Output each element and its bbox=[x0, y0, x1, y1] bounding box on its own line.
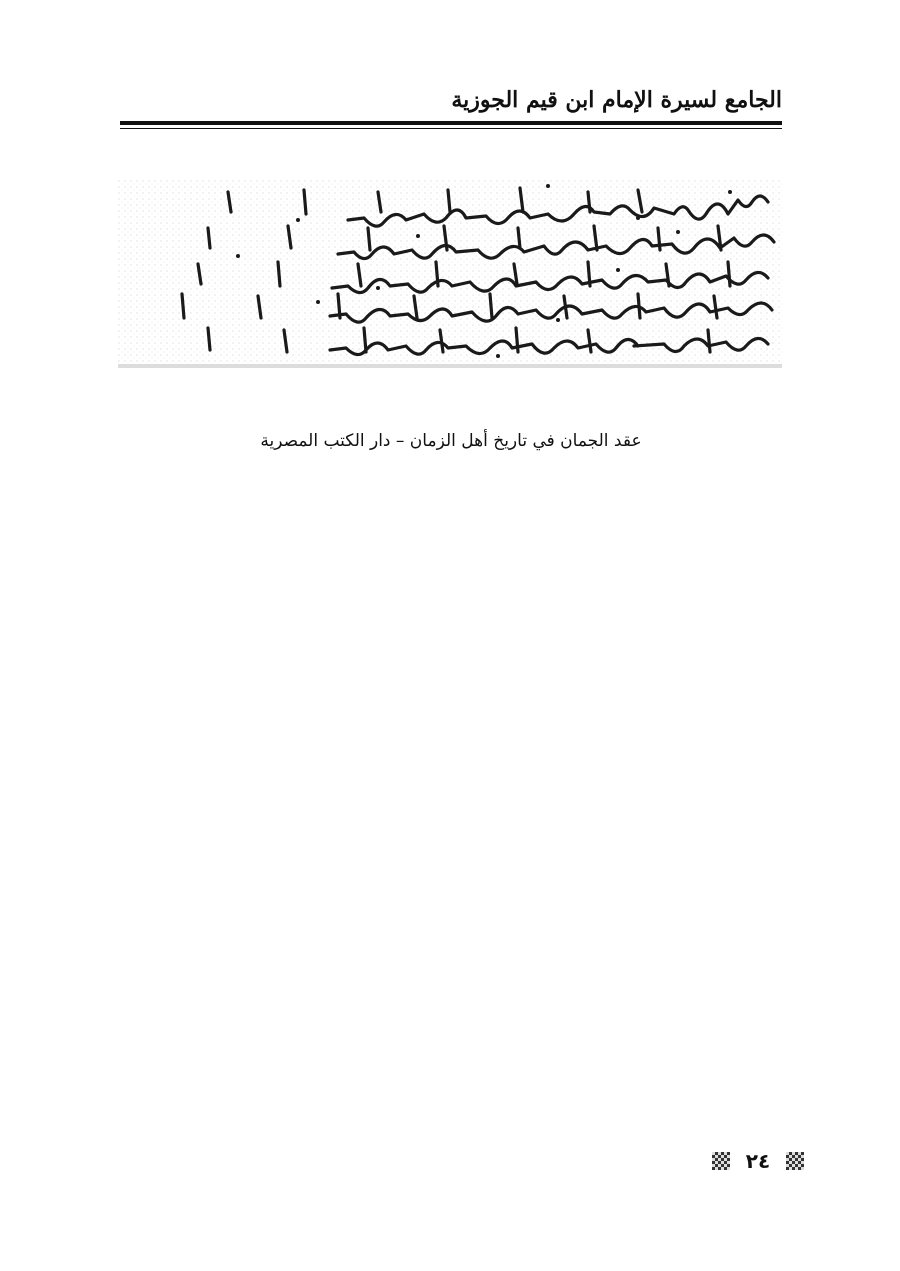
header-rule-thick bbox=[120, 121, 782, 125]
page-number: ٢٤ bbox=[745, 1149, 771, 1173]
header-rule-thin bbox=[120, 128, 782, 129]
ornament-left-icon bbox=[712, 1152, 730, 1170]
page-footer bbox=[712, 1148, 804, 1174]
ornament-right-icon bbox=[786, 1152, 804, 1170]
manuscript-image bbox=[118, 180, 782, 368]
running-head bbox=[120, 86, 782, 122]
figure-caption: عقد الجمان في تاريخ أهل الزمان – دار الكتب المصرية bbox=[260, 431, 642, 451]
manuscript-handwriting-image bbox=[118, 180, 782, 368]
book-title: الجامع لسيرة الإمام ابن قيم الجوزية bbox=[451, 87, 782, 113]
